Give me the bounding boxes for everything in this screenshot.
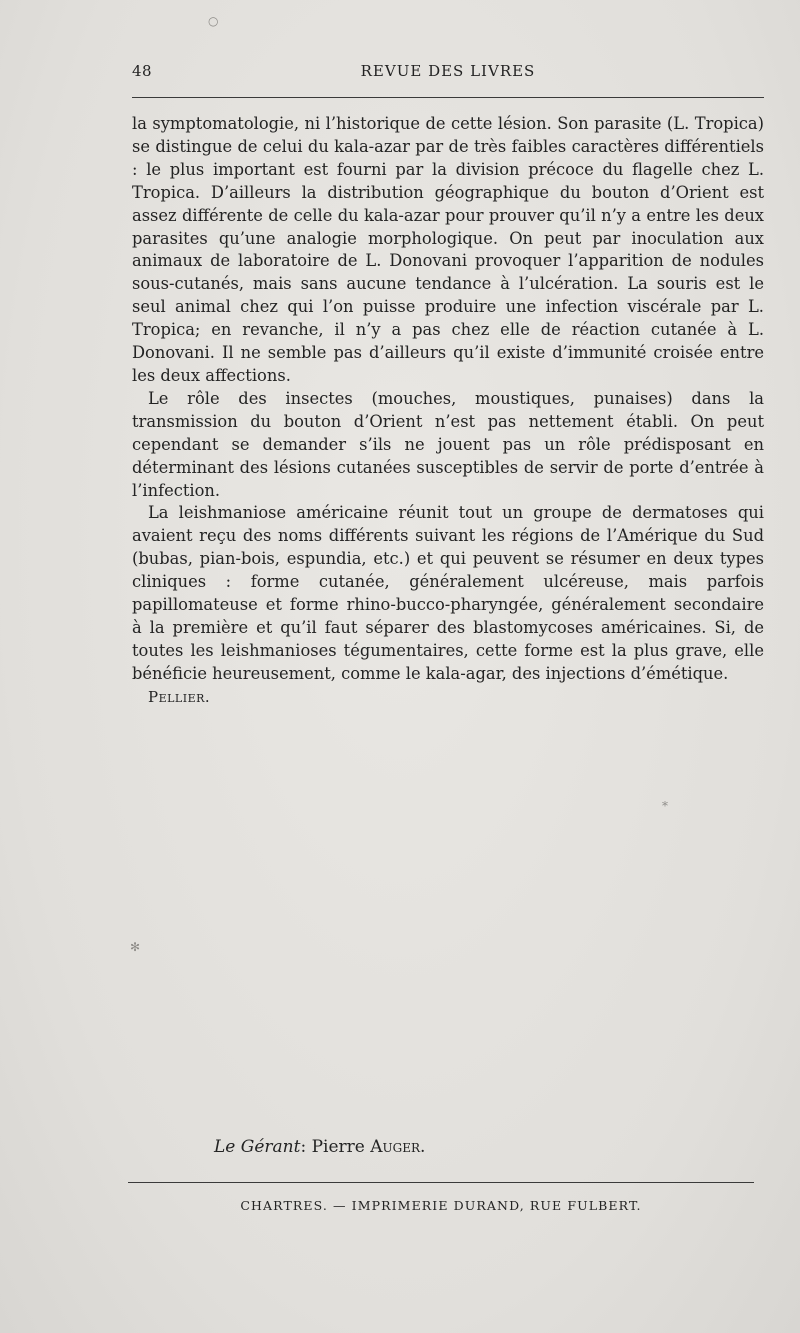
paragraph-1: la symptomatologie, ni l’historique de cette lésion. Son parasite (L. Tropica) se distingue de celui du kala-azar par de très faibles caractères différentiels : le plus important est fourni par la division précoce du flagelle chez L. Tropica. D’ailleurs la distribution géographique du bouton d’Orient est assez différente de celle du kala-azar pour prouver qu’il n’y a entre les deux parasites qu’une analogie morphologique. On peut par inoculation aux animaux de laboratoire de L. Donovani provoquer l’apparition de nodules sous-cutanés, mais sans aucune tendance à l’ulcération. La souris est le seul animal chez qui l’on puisse produire une infection viscérale par L. Tropica; en revanche, il n’y a pas chez elle de réaction cutanée à L. Donovani. Il ne semble pas d’ailleurs qu’il existe d’immunité croisée entre les deux affections.: [132, 114, 764, 385]
running-head: [132, 62, 764, 84]
page-number: 48: [132, 62, 153, 80]
paper-speck: ○: [208, 14, 219, 28]
footer-rule: [128, 1182, 754, 1183]
gerant-surname: Auger.: [370, 1137, 426, 1157]
printer-imprint: CHARTRES. — IMPRIMERIE DURAND, RUE FULBERT.: [240, 1198, 642, 1213]
body-text: [132, 113, 764, 708]
gerant-colon: :: [300, 1137, 307, 1157]
paragraph-3: La leishmaniose américaine réunit tout un groupe de dermatoses qui avaient reçu des noms différents suivant les régions de l’Amérique du Sud (bubas, pian-bois, espundia, etc.) et qui peuvent se résumer en deux types cliniques : forme cutanée, généralement ulcéreuse, mais parfois papillomateuse et forme rhino-bucco-pharyngée, généralement secondaire à la première et qu’il faut séparer des blastomycoses américaines. Si, de toutes les leishmanioses tégumentaires, cette forme est la plus grave, elle bénéficie heureusement, comme le kala-agar, des injections d’émétique.: [132, 503, 764, 683]
gerant-line: [214, 1137, 425, 1157]
paragraph-2: Le rôle des insectes (mouches, moustiques, punaises) dans la transmission du bouton d’Orient n’est pas nettement établi. On peut cependant se demander s’ils ne jouent pas un rôle prédisposant en déterminant des lésions cutanées susceptibles de servir de porte d’entrée à l’infection.: [132, 388, 764, 500]
running-title: REVUE DES LIVRES: [360, 62, 536, 80]
header-rule: [132, 97, 764, 98]
author-signature: Pellier.: [148, 687, 211, 706]
paper-speck: ⁎: [662, 795, 668, 809]
gerant-label: Le Gérant: [214, 1137, 301, 1157]
gerant-first-name: Pierre: [311, 1137, 365, 1157]
paper-speck: ✻: [130, 940, 141, 954]
